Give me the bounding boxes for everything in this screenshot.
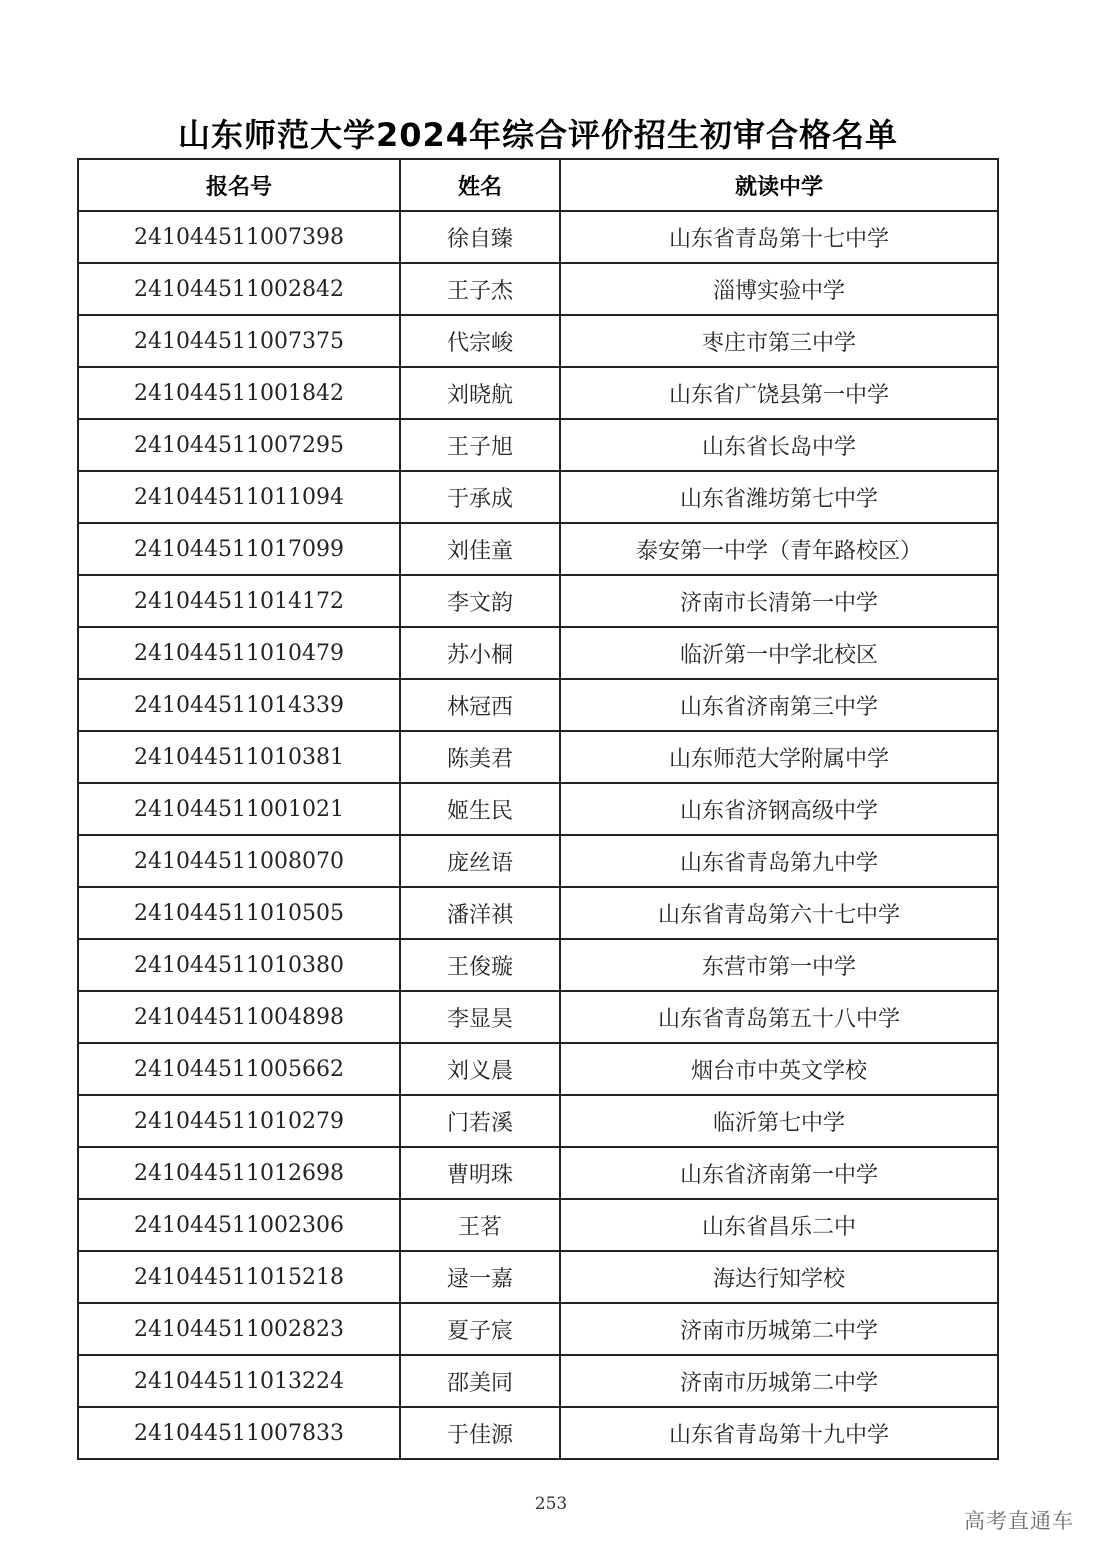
table-row <box>78 315 998 367</box>
table-row <box>78 1043 998 1095</box>
cell-school: 山东省青岛第十九中学 <box>560 1407 998 1459</box>
table-row <box>78 1095 998 1147</box>
cell-registration-id: 241044511002823 <box>78 1303 400 1355</box>
table-body <box>78 211 998 1459</box>
admission-list-table <box>77 158 999 1460</box>
cell-student-name: 苏小桐 <box>400 627 560 679</box>
table-row <box>78 367 998 419</box>
column-header-school: 就读中学 <box>560 159 998 211</box>
page-title: 山东师范大学2024年综合评价招生初审合格名单 <box>177 116 899 154</box>
column-header-id: 报名号 <box>78 159 400 211</box>
cell-student-name: 王子杰 <box>400 263 560 315</box>
cell-student-name: 刘晓航 <box>400 367 560 419</box>
cell-school: 山东省青岛第九中学 <box>560 835 998 887</box>
table-row <box>78 887 998 939</box>
table-row <box>78 1199 998 1251</box>
cell-student-name: 李文韵 <box>400 575 560 627</box>
cell-school: 山东省济南第三中学 <box>560 679 998 731</box>
table-row <box>78 1303 998 1355</box>
table-row <box>78 1147 998 1199</box>
table-row <box>78 627 998 679</box>
cell-registration-id: 241044511010479 <box>78 627 400 679</box>
cell-student-name: 陈美君 <box>400 731 560 783</box>
watermark: 高考直通车 <box>964 1509 1074 1533</box>
cell-school: 山东省昌乐二中 <box>560 1199 998 1251</box>
table-row <box>78 1407 998 1459</box>
cell-student-name: 刘佳童 <box>400 523 560 575</box>
table-header-row <box>78 159 998 211</box>
cell-registration-id: 241044511012698 <box>78 1147 400 1199</box>
table-row <box>78 575 998 627</box>
cell-registration-id: 241044511011094 <box>78 471 400 523</box>
cell-school: 泰安第一中学（青年路校区） <box>560 523 998 575</box>
cell-student-name: 邵美同 <box>400 1355 560 1407</box>
cell-school: 济南市历城第二中学 <box>560 1303 998 1355</box>
cell-registration-id: 241044511007295 <box>78 419 400 471</box>
cell-registration-id: 241044511008070 <box>78 835 400 887</box>
table-row <box>78 211 998 263</box>
cell-school: 山东师范大学附属中学 <box>560 731 998 783</box>
cell-registration-id: 241044511001021 <box>78 783 400 835</box>
cell-school: 山东省青岛第五十八中学 <box>560 991 998 1043</box>
cell-registration-id: 241044511007833 <box>78 1407 400 1459</box>
cell-registration-id: 241044511010505 <box>78 887 400 939</box>
cell-registration-id: 241044511014339 <box>78 679 400 731</box>
cell-school: 济南市历城第二中学 <box>560 1355 998 1407</box>
cell-registration-id: 241044511007398 <box>78 211 400 263</box>
table-row <box>78 939 998 991</box>
cell-school: 东营市第一中学 <box>560 939 998 991</box>
cell-school: 山东省济南第一中学 <box>560 1147 998 1199</box>
cell-registration-id: 241044511001842 <box>78 367 400 419</box>
cell-registration-id: 241044511013224 <box>78 1355 400 1407</box>
table-row <box>78 731 998 783</box>
cell-student-name: 于佳源 <box>400 1407 560 1459</box>
cell-registration-id: 241044511005662 <box>78 1043 400 1095</box>
cell-student-name: 潘洋祺 <box>400 887 560 939</box>
cell-registration-id: 241044511004898 <box>78 991 400 1043</box>
cell-school: 海达行知学校 <box>560 1251 998 1303</box>
cell-student-name: 夏子宸 <box>400 1303 560 1355</box>
cell-student-name: 于承成 <box>400 471 560 523</box>
cell-registration-id: 241044511010279 <box>78 1095 400 1147</box>
cell-student-name: 王茗 <box>400 1199 560 1251</box>
column-header-name: 姓名 <box>400 159 560 211</box>
cell-school: 山东省潍坊第七中学 <box>560 471 998 523</box>
cell-school: 山东省广饶县第一中学 <box>560 367 998 419</box>
table-row <box>78 523 998 575</box>
cell-school: 山东省长岛中学 <box>560 419 998 471</box>
cell-student-name: 姬生民 <box>400 783 560 835</box>
cell-student-name: 王俊璇 <box>400 939 560 991</box>
cell-student-name: 刘义晨 <box>400 1043 560 1095</box>
cell-registration-id: 241044511015218 <box>78 1251 400 1303</box>
table-row <box>78 1355 998 1407</box>
table-row <box>78 471 998 523</box>
cell-registration-id: 241044511014172 <box>78 575 400 627</box>
cell-school: 济南市长清第一中学 <box>560 575 998 627</box>
cell-student-name: 林冠西 <box>400 679 560 731</box>
cell-student-name: 代宗峻 <box>400 315 560 367</box>
cell-registration-id: 241044511017099 <box>78 523 400 575</box>
cell-registration-id: 241044511002842 <box>78 263 400 315</box>
cell-student-name: 王子旭 <box>400 419 560 471</box>
cell-registration-id: 241044511010380 <box>78 939 400 991</box>
cell-school: 烟台市中英文学校 <box>560 1043 998 1095</box>
cell-school: 山东省济钢高级中学 <box>560 783 998 835</box>
cell-registration-id: 241044511002306 <box>78 1199 400 1251</box>
cell-student-name: 庞丝语 <box>400 835 560 887</box>
cell-school: 临沂第一中学北校区 <box>560 627 998 679</box>
cell-school: 淄博实验中学 <box>560 263 998 315</box>
table-row <box>78 263 998 315</box>
cell-student-name: 门若溪 <box>400 1095 560 1147</box>
table-row <box>78 1251 998 1303</box>
cell-registration-id: 241044511010381 <box>78 731 400 783</box>
cell-student-name: 曹明珠 <box>400 1147 560 1199</box>
page-number: 253 <box>534 1494 568 1514</box>
cell-student-name: 逯一嘉 <box>400 1251 560 1303</box>
cell-school: 山东省青岛第十七中学 <box>560 211 998 263</box>
table-row <box>78 419 998 471</box>
cell-student-name: 徐自臻 <box>400 211 560 263</box>
cell-school: 临沂第七中学 <box>560 1095 998 1147</box>
cell-school: 山东省青岛第六十七中学 <box>560 887 998 939</box>
table-row <box>78 783 998 835</box>
cell-school: 枣庄市第三中学 <box>560 315 998 367</box>
table-row <box>78 835 998 887</box>
table-row <box>78 679 998 731</box>
cell-student-name: 李显昊 <box>400 991 560 1043</box>
cell-registration-id: 241044511007375 <box>78 315 400 367</box>
table-row <box>78 991 998 1043</box>
